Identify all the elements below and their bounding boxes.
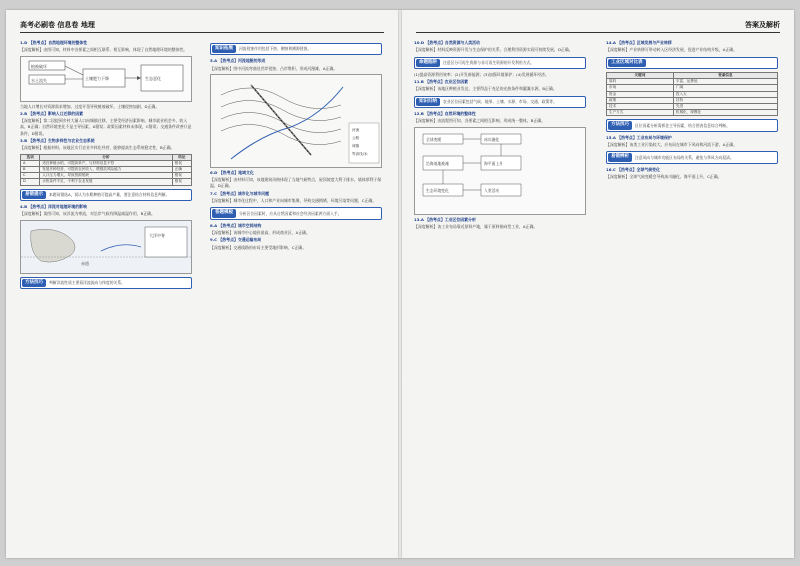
tip-banner: [606, 119, 778, 131]
answer-heading: 9.C 【热考点】交通运输布局: [210, 237, 262, 243]
flow-label: 水土流失: [31, 77, 47, 83]
table-cell: A: [21, 160, 40, 166]
table-cell: 技术: [607, 103, 674, 109]
answer-text: 当地人口增长对资源需求增加，过度开垦导致植被破坏，土壤侵蚀加剧，D正确。: [20, 103, 160, 109]
answer-heading: 14.A 【热考点】区域发展与产业转移: [606, 40, 672, 45]
answer-text: 【深度解析】城市化过程中，人口和产业向城市集聚，导致交通拥堵、环境污染等问题，C正确。: [210, 198, 377, 204]
table-cell: 丰富，运费低: [673, 79, 777, 85]
answer-heading: 5.A 【热考点】河流地貌的形成: [210, 58, 266, 64]
right-column-1: [414, 40, 586, 231]
contour-map: [210, 74, 382, 168]
table-cell: 先进: [673, 103, 777, 109]
table-cell: 扶持: [673, 97, 777, 103]
diagram-label: 沿海低地被淹: [426, 160, 449, 166]
diagram-label: 生态环境变化: [426, 187, 449, 193]
answer-heading: 1.D 【热考点】自然地理环境的整体性: [20, 40, 88, 45]
diagram-label: 冰川融化: [484, 136, 500, 142]
flow-diagram-svg: [21, 57, 191, 101]
table-header: 分析: [40, 154, 173, 160]
banner-label: 方法技巧: [608, 121, 632, 129]
answer-text: 【深度解析】该城市中心地价最高，形成商业区，A正确。: [210, 229, 310, 235]
right-header-title: 答案及解析: [745, 21, 780, 29]
ocean-map-svg: [21, 221, 191, 273]
answer-text: 【深度解析】图中河流弯曲处凹岸侵蚀、凸岸堆积，形成河漫滩，A正确。: [210, 65, 338, 71]
answer-text: 【深度解析】交通线路的布局主要受地形影响，C正确。: [210, 244, 307, 250]
table-cell: 错误: [172, 160, 191, 166]
answer-text: 【深度解析】该工业布局靠近原料产地，属于原料指向型工业，A正确。: [414, 223, 538, 229]
answer-text: 【深度解析】由流程图可知，各要素之间相互影响，形成统一整体，B正确。: [414, 118, 546, 124]
answer-heading: 7.C 【热考点】城市化与城市问题: [210, 190, 269, 196]
answer-text: 【深度解析】该类工业污染较大，应布局在城市下风向和河流下游，A正确。: [606, 141, 738, 147]
banner-text: 判断洋流性质主要看洋流流向与纬度的关系。: [49, 279, 125, 285]
contour-map-svg: [211, 75, 381, 167]
table-cell: D: [21, 179, 40, 185]
table-header: 选项: [21, 154, 40, 160]
legend-label: 城镇: [352, 143, 360, 148]
table-cell: C: [21, 173, 40, 179]
table-cell: 机械化、规模化: [673, 110, 777, 116]
legend-label: 公路: [352, 135, 360, 140]
banner-text: 农业区位因素包括气候、地形、土壤、水源、市场、交通、政策等。: [443, 99, 557, 105]
answer-heading: 11.B 【热考点】农业区位因素: [414, 79, 469, 85]
banner-text: 河流侵蚀作用包括下蚀、侧蚀和溯源侵蚀。: [239, 46, 312, 52]
answer-text: 【深度解析】第二段提到乡村大量人口向城镇迁移，主要受经济因素影响，城市就业机会多、收入高，B正确；自然环境变化不是主导因素，A错误；政策因素材料未体现，C错误；交通条件改善只是条件，D错误。: [20, 118, 192, 136]
banner-text: 注意风向与城市功能区布局的关系，避免与季风方向混淆。: [635, 154, 734, 160]
factor-table: [606, 72, 778, 116]
tip-banner: [414, 57, 586, 69]
left-page: [6, 10, 399, 558]
answer-heading: 8.A 【热考点】城市空间结构: [210, 222, 262, 228]
book-spread: [6, 10, 794, 558]
answer-text: 【深度解析】该地区种植业发达，主要得益于充足的光热条件和灌溉水源，B正确。: [414, 86, 557, 92]
answer-heading: 10.D 【热考点】自然资源与人类活动: [414, 40, 480, 45]
banner-text: 分析区位因素时，应从自然因素和社会经济因素两方面入手。: [239, 210, 342, 216]
table-row: [607, 110, 778, 116]
table-cell: 投入大: [673, 91, 777, 97]
table-cell: 市场: [607, 85, 674, 91]
process-diagram-svg: [415, 128, 585, 214]
banner-text: 注意区分可再生资源与非可再生资源的开发利用方式。: [443, 59, 535, 65]
banner-label: 答题模板: [212, 209, 236, 217]
table-cell: B: [21, 167, 40, 173]
table-header: 关键词: [607, 72, 674, 78]
answer-text: 【深度解析】由图可知，材料中各要素之间相互联系、相互影响，体现了自然地理环境的整体性。: [20, 47, 188, 53]
diagram-label: 海平面上升: [484, 160, 503, 166]
banner-label: 知识归纳: [416, 98, 440, 106]
table-cell: 发展多种经营，可提高农民收入，增强抗风险能力: [40, 167, 173, 173]
table-cell: 正确: [172, 167, 191, 173]
answer-heading: 16.C 【热考点】全球气候变化: [606, 166, 660, 172]
header-rule: [416, 32, 780, 33]
left-header-title: 高考必刷卷 信息卷 地理: [20, 21, 95, 29]
answer-text: 【深度解析】产业转移可带动转入区经济发展，促进产业结构升级，A正确。: [606, 47, 738, 53]
table-cell: 政策: [607, 97, 674, 103]
table-title-banner: [606, 57, 778, 69]
answer-text: 【深度解析】全球气候变暖会导致冰川融化、海平面上升，C正确。: [606, 173, 722, 179]
answer-text: (1)提高资源利用效率；(2)开发新能源；(3)加强环境保护；(4)发展循环经济。: [414, 71, 549, 77]
banner-label: 知识拓展: [212, 45, 236, 53]
answer-heading: 15.A 【热考点】工业布局与环境保护: [606, 134, 672, 140]
table-cell: 广阔: [673, 85, 777, 91]
table-cell: 适宜种植水稻，可提高单产，与材料信息不符: [40, 160, 173, 166]
flow-diagram: [20, 56, 192, 102]
banner-text: 本题易错选A，误认为水稻种植可提高产量，要注意结合材料信息判断。: [49, 192, 170, 198]
table-cell: 错误: [172, 179, 191, 185]
answer-heading: 6.D 【热考点】地域文化: [210, 169, 254, 175]
answer-text: 【深度解析】由材料可知，该地建筑风格体现了当地气候特点，屋顶坡度大利于排水，墙体厚利于保温，D正确。: [210, 177, 382, 189]
banner-label: 易错提示: [22, 191, 46, 199]
banner-label: 易错辨析: [608, 153, 632, 161]
diagram-label: 人类活动: [484, 187, 500, 193]
legend-label: 河流: [352, 127, 360, 132]
left-column-1: [20, 40, 192, 292]
table-header: 结论: [172, 154, 191, 160]
legend-label: 等高线/米: [352, 151, 368, 156]
flow-label: 土壤肥力下降: [85, 75, 109, 81]
analysis-table: [20, 154, 192, 186]
header-rule: [20, 32, 384, 33]
flow-label: 植被破坏: [31, 63, 47, 69]
table-row: [21, 179, 192, 185]
table-cell: 原料: [607, 79, 674, 85]
answer-text: 【深度解析】根据材料，该地区实行农业多样化经营，能够提高生态系统稳定性，B正确。: [20, 145, 175, 151]
ocean-map: [20, 220, 192, 274]
tip-banner: [20, 277, 192, 289]
process-diagram: [414, 127, 586, 215]
banner-label: 命题陷阱: [416, 59, 440, 67]
answer-heading: 13.A 【热考点】工业区位因素分析: [414, 216, 476, 222]
table-header: 要素信息: [673, 72, 777, 78]
answer-heading: 2.B 【热考点】影响人口迁移的因素: [20, 110, 83, 116]
map-label: 赤道: [81, 260, 89, 266]
table-cell: 水热条件不足，不利于农业发展: [40, 179, 173, 185]
table-cell: 人口压力增大，导致资源短缺: [40, 173, 173, 179]
diagram-label: 全球变暖: [426, 136, 442, 142]
tip-banner: [606, 151, 778, 163]
map-label: 大洋中脊: [149, 232, 165, 238]
tip-banner: [210, 43, 382, 55]
tip-banner: [20, 189, 192, 201]
banner-label: 方法技巧: [22, 279, 46, 287]
tip-banner: [210, 207, 382, 219]
answer-text: 【深度解析】读图可知，该洋流为寒流，对沿岸气候有降温减湿作用，B正确。: [20, 211, 155, 217]
table-cell: 错误: [172, 173, 191, 179]
answer-heading: 4.B 【热考点】洋流对地理环境的影响: [20, 203, 87, 209]
right-column-2: [606, 40, 778, 181]
tip-banner: [414, 96, 586, 108]
banner-label: 工业区域对比表: [608, 59, 646, 67]
table-cell: 资金: [607, 91, 674, 97]
left-column-2: [210, 40, 382, 252]
right-page: [402, 10, 794, 558]
banner-text: 区位因素分析需抓住主导因素，结合图表信息综合判断。: [635, 122, 730, 128]
flow-label: 生态恶化: [145, 75, 161, 81]
answer-heading: 12.B 【热考点】自然环境的整体性: [414, 111, 476, 117]
answer-text: 【深度解析】材料反映资源开发与生态保护的关系，合理利用资源实现可持续发展，D正确。: [414, 47, 573, 53]
answer-heading: 3.B 【热考点】生物多样性与农业生态系统: [20, 138, 95, 144]
table-cell: 生产方式: [607, 110, 674, 116]
